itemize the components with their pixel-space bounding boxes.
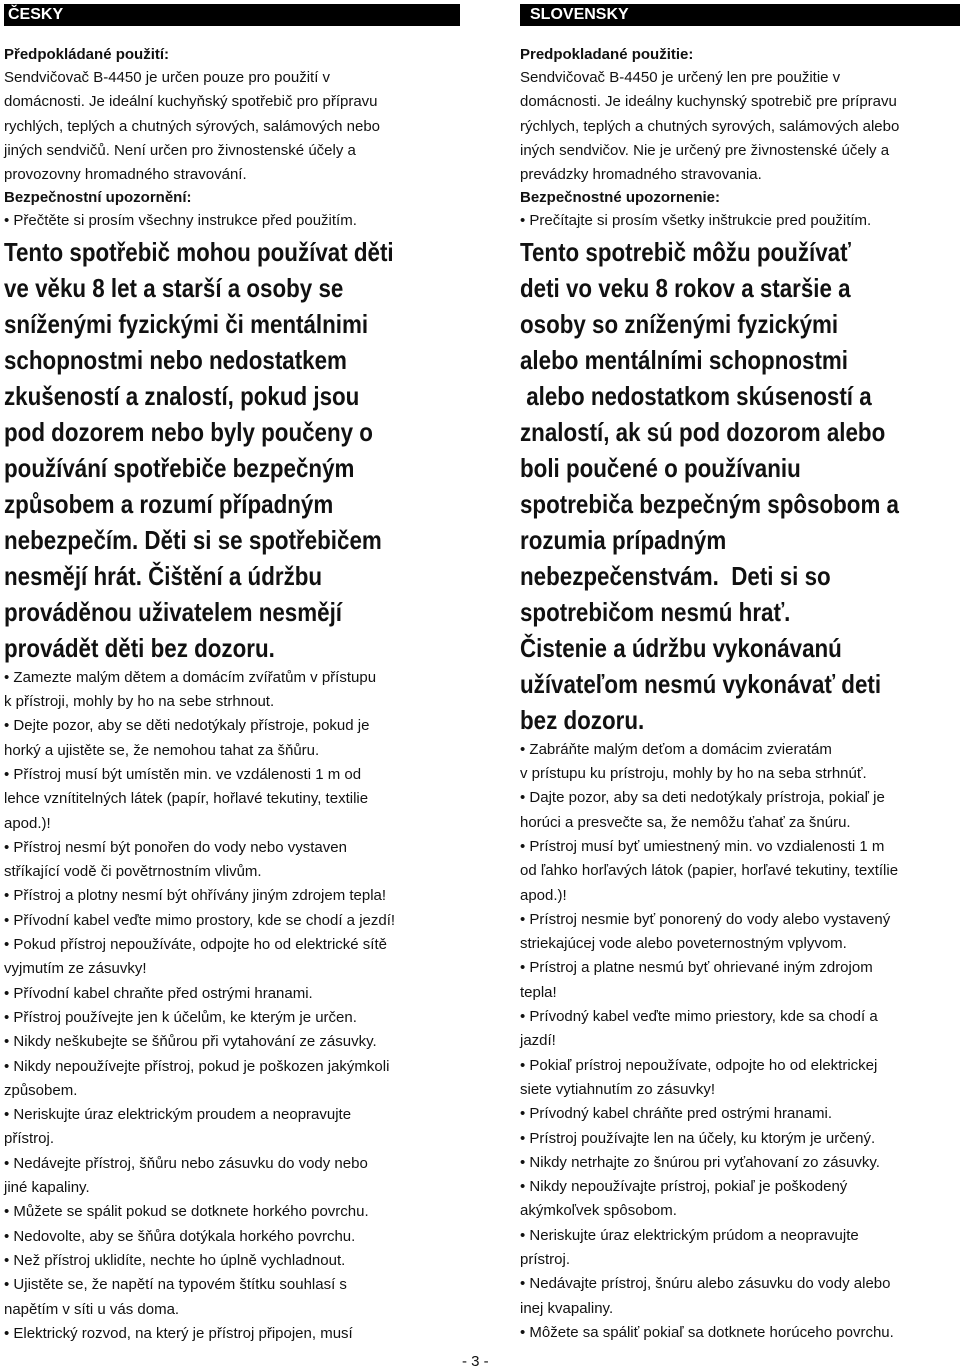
text-line: deti vo veku 8 rokov a staršie a xyxy=(520,272,851,303)
text-line: nebezpečenstvám. Deti si so xyxy=(520,560,831,591)
text-line: • Přístroj musí být umístěn min. ve vzdálenosti 1 m od xyxy=(4,765,362,783)
text-line: lehce vznítitelných látek (papír, hořlavé tekutiny, textilie xyxy=(4,790,369,808)
text-line: • Prístroj a platne nesmú byť ohrievané iným zdrojom xyxy=(520,959,873,977)
text-line: prováděnou uživatelem nesmějí xyxy=(4,596,342,627)
text-line: • Nikdy netrhajte zo šnúrou pri vyťahovaní zo zásuvky. xyxy=(520,1153,880,1171)
text-line: tepla! xyxy=(520,983,557,1001)
text-line: • Nedávajte prístroj, šnúru alebo zásuvku do vody alebo xyxy=(520,1275,891,1293)
text-line: • Neriskujte úraz elektrickým prúdom a neopravujte xyxy=(520,1226,859,1244)
text-line: alebo nedostatkom skúseností a xyxy=(520,380,872,411)
text-line: • Přístroj a plotny nesmí být ohřívány jiným zdrojem tepla! xyxy=(4,887,387,905)
text-line: znalostí, ak sú pod dozorom alebo xyxy=(520,416,886,447)
text-line: domácnosti. Je ideálny kuchynský spotrebič pre prípravu xyxy=(520,93,897,111)
safety-intro: • Přečtěte si prosím všechny instrukce před použitím. xyxy=(4,212,357,230)
text-line: • Prístroj používajte len na účely, ku ktorým je určený. xyxy=(520,1129,876,1147)
text-line: • Přívodní kabel veďte mimo prostory, kde se chodí a jezdí! xyxy=(4,911,396,929)
text-line: • Přístroj používejte jen k účelům, ke kterým je určen. xyxy=(4,1008,357,1026)
text-line: alebo mentálními schopnostmi xyxy=(520,344,849,375)
text-line: způsobem. xyxy=(4,1081,78,1099)
text-line: • Prístroj musí byť umiestnený min. vo vzdialenosti 1 m xyxy=(520,837,885,855)
text-line: bez dozoru. xyxy=(520,704,645,735)
text-line: spotrebiča bezpečným spôsobom a xyxy=(520,488,899,519)
intended-use-text xyxy=(4,66,460,187)
czech-column xyxy=(4,0,460,1346)
text-line: schopnostmi nebo nedostatkem xyxy=(4,344,347,375)
text-line: Čistenie a údržbu vykonávanú xyxy=(520,632,842,663)
text-line: • Elektrický rozvod, na který je přístroj připojen, musí xyxy=(4,1324,353,1342)
text-line: striekajúcej vode alebo poveternostným vplyvom. xyxy=(520,935,847,953)
text-line: jiné kapaliny. xyxy=(4,1179,90,1197)
intended-use-text xyxy=(520,66,960,187)
text-line: • Prívodný kabel veďte mimo priestory, kde sa chodí a xyxy=(520,1008,878,1026)
text-line: • Pokud přístroj nepoužíváte, odpojte ho od elektrické sítě xyxy=(4,936,387,954)
children-warning xyxy=(520,234,959,738)
czech-header: ČESKY xyxy=(4,4,460,26)
text-line: užívateľom nesmú vykonávať deti xyxy=(520,668,882,699)
text-line: siete vytiahnutím zo zásuvky! xyxy=(520,1080,716,1098)
text-line: • Zamezte malým dětem a domácím zvířatům v přístupu xyxy=(4,668,377,686)
text-line: v prístupu ku prístroju, mohly by ho na seba strhnúť. xyxy=(520,765,867,783)
children-warning xyxy=(4,234,459,666)
text-line: Tento spotrebič môžu používať xyxy=(520,236,851,267)
slovak-header: SLOVENSKY xyxy=(520,4,960,26)
text-line: • Nedávejte přístroj, šňůru nebo zásuvku do vody nebo xyxy=(4,1154,368,1172)
text-line: stříkající vodě či povětrnostním vlivům. xyxy=(4,863,262,881)
text-line: nesmějí hrát. Čištění a údržbu xyxy=(4,560,323,591)
safety-title: Bezpečnostné upozornenie: xyxy=(520,189,721,207)
text-line: vyjmutím ze zásuvky! xyxy=(4,960,147,978)
page-number: - 3 - xyxy=(462,1353,489,1370)
text-line: Sendvičovač B-4450 je určený len pre použitie v xyxy=(520,69,841,86)
text-line: rozumia prípadným xyxy=(520,524,727,555)
text-line: horúci a presvečte sa, že nemôžu ťahať za šnúru. xyxy=(520,813,851,831)
text-line: osoby so zníženými fyzickými xyxy=(520,308,839,339)
text-line: boli poučené o používaniu xyxy=(520,452,801,483)
text-line: pod dozorem nebo byly poučeny o xyxy=(4,416,373,447)
text-line: od ľahko horľavých látok (papier, horľavé tekutiny, textílie xyxy=(520,862,899,880)
text-line: • Nikdy neškubejte se šňůrou při vytahování ze zásuvky. xyxy=(4,1033,377,1051)
text-line: • Ujistěte se, že napětí na typovém štítku souhlasí s xyxy=(4,1276,347,1294)
intended-use-title: Předpokládané použití: xyxy=(4,46,170,63)
text-line: sníženými fyzickými či mentálnimi xyxy=(4,308,369,339)
safety-title: Bezpečnostní upozornění: xyxy=(4,189,192,207)
text-line: • Přívodní kabel chraňte před ostrými hranami. xyxy=(4,984,313,1002)
slovak-column xyxy=(520,0,960,1345)
text-line: • Přístroj nesmí být ponořen do vody nebo vystaven xyxy=(4,838,347,856)
text-line: • Prístroj nesmie byť ponorený do vody alebo vystavený xyxy=(520,910,891,928)
text-line: • Prívodný kabel chráňte pred ostrými hranami. xyxy=(520,1105,833,1123)
text-line: jazdí! xyxy=(520,1032,556,1050)
text-line: přístroj. xyxy=(4,1130,55,1148)
text-line: • Pokiaľ prístroj nepoužívate, odpojte ho od elektrickej xyxy=(520,1056,878,1074)
text-line: nebezpečím. Děti si se spotřebičem xyxy=(4,524,382,555)
text-line: způsobem a rozumí případným xyxy=(4,488,334,519)
text-line: provozovny hromadného stravování. xyxy=(4,166,247,184)
text-line: prevádzky hromadného stravovania. xyxy=(520,166,762,184)
safety-bullets xyxy=(4,666,460,1346)
text-line: • Nikdy nepoužívejte přístroj, pokud je poškozen jakýmkoli xyxy=(4,1057,390,1075)
text-line: k přístroji, mohly by ho na sebe strhnout. xyxy=(4,693,275,711)
text-line: • Zabráňte malým deťom a domácim zvieratám xyxy=(520,740,832,758)
text-line: • Dajte pozor, aby sa deti nedotýkaly prístroja, pokiaľ je xyxy=(520,789,885,807)
text-line: ve věku 8 let a starší a osoby se xyxy=(4,272,344,303)
text-line: Tento spotřebič mohou používat děti xyxy=(4,236,394,267)
text-line: zkušeností a znalostí, pokud jsou xyxy=(4,380,360,411)
text-line: rýchlych, teplých a chutných syrových, salámových alebo xyxy=(520,117,900,135)
intended-use-title: Predpokladané použitie: xyxy=(520,46,694,63)
text-line: akýmkoľvek spôsobom. xyxy=(520,1202,677,1220)
text-line: provádět děti bez dozoru. xyxy=(4,632,275,663)
text-line: apod.)! xyxy=(4,814,51,832)
safety-bullets xyxy=(520,738,960,1345)
text-line: iných sendvičov. Nie je určený pre živnostenské účely a xyxy=(520,141,890,159)
text-line: spotrebičom nesmú hrať. xyxy=(520,596,791,627)
text-line: • Nikdy nepoužívajte prístroj, pokiaľ je poškodený xyxy=(520,1178,848,1196)
text-line: prístroj. xyxy=(520,1251,571,1269)
text-line: apod.)! xyxy=(520,886,567,904)
text-line: rychlých, teplých a chutných sýrových, salámových nebo xyxy=(4,117,381,135)
text-line: • Nedovolte, aby se šňůra dotýkala horkého povrchu. xyxy=(4,1227,356,1245)
text-line: horký a ujistěte se, že nemohou tahat za šňůru. xyxy=(4,741,320,759)
text-line: napětím v síti u vás doma. xyxy=(4,1300,180,1318)
text-line: • Dejte pozor, aby se děti nedotýkaly přístroje, pokud je xyxy=(4,717,370,735)
text-line: inej kvapaliny. xyxy=(520,1299,614,1317)
text-line: používání spotřebiče bezpečným xyxy=(4,452,355,483)
text-line: Sendvičovač B-4450 je určen pouze pro použití v xyxy=(4,69,331,86)
text-line: • Než přístroj uklidíte, nechte ho úplně vychladnout. xyxy=(4,1251,346,1269)
safety-intro: • Prečítajte si prosím všetky inštrukcie pred použitím. xyxy=(520,212,872,230)
text-line: • Neriskujte úraz elektrickým proudem a neopravujte xyxy=(4,1106,352,1124)
text-line: domácnosti. Je ideální kuchyňský spotřebič pro přípravu xyxy=(4,93,378,111)
text-line: • Môžete sa spáliť pokiaľ sa dotknete horúceho povrchu. xyxy=(520,1323,894,1341)
text-line: jiných sendvičů. Není určen pro živnostenské účely a xyxy=(4,141,356,159)
text-line: • Můžete se spálit pokud se dotknete horkého povrchu. xyxy=(4,1203,369,1221)
